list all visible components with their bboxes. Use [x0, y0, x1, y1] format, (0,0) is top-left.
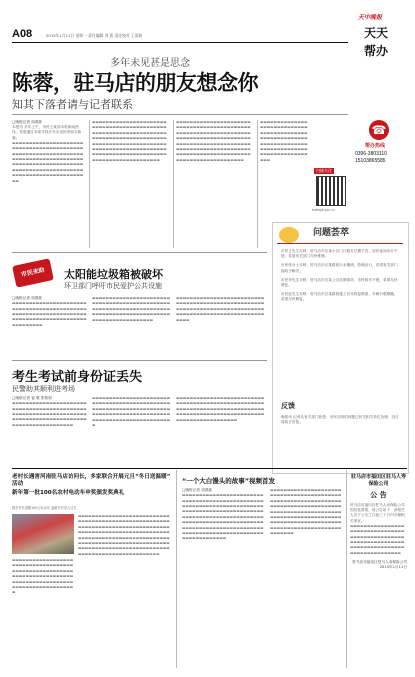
story3-col1 [12, 396, 90, 462]
story3-body-text: ▬▬▬▬▬▬▬▬▬▬▬▬▬▬▬▬▬▬▬▬▬▬▬▬▬▬▬▬▬▬▬▬▬▬▬▬▬▬▬▬▬▬▬▬▬▬▬▬▬▬▬▬▬▬▬▬▬▬▬▬▬▬▬▬▬▬▬▬▬▬▬▬▬▬▬▬▬▬▬▬▬▬▬▬▬▬▬▬▬▬▬▬▬▬▬▬▬▬▬▬▬▬▬▬▬▬▬▬▬▬▬▬▬▬▬▬ [92, 396, 171, 428]
story2-rule [12, 252, 267, 253]
notice-signature: 驻马店市福田区驻马人寿保险公司 [352, 560, 407, 565]
story2-col2 [92, 296, 172, 356]
story3-headline: 考生考试前身份证丢失 [12, 370, 143, 385]
story2-headline: 太阳能垃圾箱被破坏 [64, 268, 163, 281]
story1-lead: 本报讯 多年上午，市民王某到本报新闻热线，希望通过本报寻找多年未见的老朋友陈蓉。 [12, 125, 82, 140]
notice-title: 驻马店市福田区驻马人寿保险公司 [350, 474, 406, 487]
notice-box [350, 474, 407, 666]
story1-subhead: 知其下落者请与记者联系 [12, 98, 133, 111]
story5-body-text: ▬▬▬▬▬▬▬▬▬▬▬▬▬▬▬▬▬▬▬▬▬▬▬▬▬▬▬▬▬▬▬▬▬▬▬▬▬▬▬▬▬▬▬▬▬▬▬▬▬▬▬▬▬▬▬▬▬▬▬▬▬▬▬▬▬▬▬▬▬▬▬▬▬▬▬▬▬▬▬▬▬▬▬▬▬▬▬▬▬▬▬▬▬▬▬▬▬▬▬▬▬▬▬▬▬▬▬▬▬▬▬▬▬▬▬▬▬▬▬▬▬▬▬▬▬▬▬▬▬▬▬▬▬▬▬▬▬▬▬▬▬▬▬▬▬▬▬▬▬▬▬▬▬▬▬▬▬▬▬▬▬▬▬▬▬▬▬▬▬▬▬▬▬▬▬▬▬▬▬▬▬▬▬▬▬▬▬▬▬▬▬▬▬▬▬▬▬▬▬▬▬▬▬▬▬ [182, 493, 264, 541]
story1-col1 [12, 120, 86, 248]
story1-col2 [92, 120, 170, 248]
story4-line2: 携手村长捐赠100台电动车 温暖乡村老人过冬 [12, 506, 77, 510]
brand-sub: 帮办 [364, 44, 389, 58]
help-item: 市民赵先生反映：驻马店市区某路段施工后未恢复路面，车辆行驶颠簸，希望尽快修复。 [281, 292, 398, 302]
story1-body-text: ▬▬▬▬▬▬▬▬▬▬▬▬▬▬▬▬▬▬▬▬▬▬▬▬▬▬▬▬▬▬▬▬▬▬▬▬▬▬▬▬▬▬▬▬▬▬▬▬▬▬▬▬▬▬▬▬▬▬▬▬▬▬▬▬▬▬▬▬▬▬▬▬▬▬▬▬▬▬▬▬▬▬▬▬▬▬▬▬▬▬▬▬▬▬▬▬▬▬▬▬▬ [260, 120, 308, 162]
story1-body-text: ▬▬▬▬▬▬▬▬▬▬▬▬▬▬▬▬▬▬▬▬▬▬▬▬▬▬▬▬▬▬▬▬▬▬▬▬▬▬▬▬▬▬▬▬▬▬▬▬▬▬▬▬▬▬▬▬▬▬▬▬▬▬▬▬▬▬▬▬▬▬▬▬▬▬▬▬▬▬▬▬▬▬▬▬▬▬▬▬▬▬▬▬▬▬▬▬▬▬▬▬▬▬▬▬▬▬▬▬▬▬▬▬▬▬▬▬▬▬▬▬▬▬▬▬▬▬▬▬▬▬▬▬▬▬▬▬▬▬▬▬▬▬▬▬▬▬▬▬▬▬▬▬▬▬▬▬▬▬▬▬▬▬▬▬▬▬▬▬▬▬▬▬▬▬ [92, 120, 167, 162]
page-number: A08 [12, 28, 33, 40]
story2-badge-label: 市民来助 [20, 266, 46, 279]
story1-col3 [176, 120, 254, 248]
story4-col1 [78, 514, 172, 664]
story3-body-text: ▬▬▬▬▬▬▬▬▬▬▬▬▬▬▬▬▬▬▬▬▬▬▬▬▬▬▬▬▬▬▬▬▬▬▬▬▬▬▬▬▬▬▬▬▬▬▬▬▬▬▬▬▬▬▬▬▬▬▬▬▬▬▬▬▬▬▬▬▬▬▬▬▬▬▬▬▬▬▬▬▬▬▬▬▬▬▬▬▬▬▬▬▬▬▬▬▬▬▬▬▬▬▬▬▬▬▬▬▬▬▬▬▬▬▬▬▬▬▬▬▬▬ [176, 396, 265, 422]
story3-col2 [92, 396, 172, 462]
mascot-icon [279, 227, 299, 243]
story4-body-text: ▬▬▬▬▬▬▬▬▬▬▬▬▬▬▬▬▬▬▬▬▬▬▬▬▬▬▬▬▬▬▬▬▬▬▬▬▬▬▬▬▬▬▬▬▬▬▬▬▬▬▬▬▬▬▬▬▬▬▬▬▬▬▬▬▬▬▬▬▬▬▬▬▬▬▬▬▬▬▬▬▬▬▬▬▬▬▬▬▬▬▬▬▬▬▬▬▬▬▬▬▬▬▬▬▬▬▬▬▬▬▬▬▬▬▬▬▬▬▬▬▬▬▬▬▬▬▬▬▬▬▬▬▬▬▬▬▬▬▬▬▬▬▬▬▬▬▬▬▬▬▬▬▬▬▬▬▬▬▬▬▬▬▬▬▬▬▬▬▬▬▬▬▬▬▬▬▬▬▬▬▬▬▬▬▬▬▬▬▬▬▬▬▬▬▬▬▬▬▬▬▬▬▬▬▬▬▬▬▬▬▬▬▬ [78, 514, 170, 556]
story2-body-text: ▬▬▬▬▬▬▬▬▬▬▬▬▬▬▬▬▬▬▬▬▬▬▬▬▬▬▬▬▬▬▬▬▬▬▬▬▬▬▬▬▬▬▬▬▬▬▬▬▬▬▬▬▬▬▬▬▬▬▬▬▬▬▬▬▬▬▬▬▬▬▬▬▬▬▬▬▬▬▬▬▬▬▬▬▬▬▬▬▬▬▬▬▬▬▬▬▬ [12, 301, 87, 327]
story2-subhead: 环卫部门呼吁市民爱护公共设施 [64, 282, 162, 290]
story5-col1 [182, 488, 266, 664]
brand-block [354, 12, 404, 60]
notice-title2: 公 告 [370, 491, 387, 499]
story2-col3 [176, 296, 266, 356]
phone-icon: ☎ [369, 120, 389, 140]
story4-rule [12, 468, 407, 469]
story3-subhead: 民警助其顺利进考场 [12, 385, 75, 393]
qr-caption: tzwbgb.yzz.cn [312, 208, 335, 212]
story4-subhead: 新年第一批100名农村电动车申奖颁发奖典礼 [12, 490, 125, 496]
feedback-title: 反馈 [281, 402, 295, 410]
qr-code-icon [316, 176, 346, 206]
col-divider [173, 120, 174, 248]
help-item-list [281, 249, 401, 303]
help-item: 市民王先生反映：驻马店市区某小区门口路灯长期不亮，居民夜间出行不便，希望有关部门尽快维修。 [281, 249, 398, 259]
story1-kicker: 多年未见甚是思念 [110, 58, 190, 69]
feedback-text: 晚报讯 记者从有关部门获悉，市民反映的问题已转交相关单位处理，近日将给予答复。 [281, 415, 399, 425]
story2-col1 [12, 296, 90, 356]
help-item: 市民张女士反映：驻马店市区某路段污水横流，影响出行，希望有关部门能给予解决。 [281, 263, 398, 273]
story1-headline: 陈蓉，驻马店的朋友想念你 [12, 71, 258, 95]
help-box [272, 222, 409, 474]
story4-photo [12, 514, 74, 554]
story2-badge [12, 258, 54, 287]
qr-label: 扫描关注 [316, 168, 332, 173]
header-rule [12, 42, 348, 43]
notice-body: 驻马店市福田区驻马人寿保险公司因经营需要，现公告如下：请相关人员于公告之日起三十日内办理相关事宜。 [350, 503, 405, 523]
brand-main: 天天 [364, 26, 389, 40]
story3-col3 [176, 396, 266, 462]
col-divider [257, 120, 258, 248]
hotline-box [355, 120, 407, 170]
story2-body-text: ▬▬▬▬▬▬▬▬▬▬▬▬▬▬▬▬▬▬▬▬▬▬▬▬▬▬▬▬▬▬▬▬▬▬▬▬▬▬▬▬▬▬▬▬▬▬▬▬▬▬▬▬▬▬▬▬▬▬▬▬▬▬▬▬▬▬▬▬▬▬▬▬▬▬▬▬▬▬▬▬▬▬▬▬▬▬▬▬▬▬▬▬▬▬▬▬▬▬▬▬▬▬▬▬▬▬▬▬ [176, 296, 265, 322]
story5-byline: □晚报记者 周燕妹 [182, 488, 213, 492]
story3-rule [12, 360, 267, 361]
hotline-label: 帮办热线 [365, 143, 386, 149]
story3-body-text: ▬▬▬▬▬▬▬▬▬▬▬▬▬▬▬▬▬▬▬▬▬▬▬▬▬▬▬▬▬▬▬▬▬▬▬▬▬▬▬▬▬▬▬▬▬▬▬▬▬▬▬▬▬▬▬▬▬▬▬▬▬▬▬▬▬▬▬▬▬▬▬▬▬▬▬▬▬▬▬▬▬▬▬▬▬▬▬▬▬▬▬▬▬▬▬▬▬▬▬▬▬▬▬▬▬▬ [12, 401, 87, 427]
col-divider [89, 120, 90, 248]
story1-byline: □晚报记者 周燕妹 [12, 120, 43, 124]
story2-body-text: ▬▬▬▬▬▬▬▬▬▬▬▬▬▬▬▬▬▬▬▬▬▬▬▬▬▬▬▬▬▬▬▬▬▬▬▬▬▬▬▬▬▬▬▬▬▬▬▬▬▬▬▬▬▬▬▬▬▬▬▬▬▬▬▬▬▬▬▬▬▬▬▬▬▬▬▬▬▬▬▬▬▬▬▬▬▬▬▬▬▬▬▬▬▬▬▬▬▬▬▬▬▬▬▬▬▬▬▬▬▬ [92, 296, 171, 322]
hotline-phone1: 0396-3803110 [355, 151, 387, 157]
brand-top: 天中晚报 [358, 14, 383, 21]
story4-body-text: ▬▬▬▬▬▬▬▬▬▬▬▬▬▬▬▬▬▬▬▬▬▬▬▬▬▬▬▬▬▬▬▬▬▬▬▬▬▬▬▬▬▬▬▬▬▬▬▬▬▬▬▬▬▬▬▬▬▬▬▬▬▬▬▬▬▬▬▬▬▬▬▬▬▬▬▬▬▬▬▬▬▬▬▬▬▬▬▬▬▬▬▬▬▬▬▬▬▬▬▬▬▬▬▬▬▬▬▬▬ [12, 558, 74, 595]
story2-byline: □晚报记者 周燕妹 [12, 296, 43, 300]
story5-headline: “一个大白馒头的故事”视频首发 [182, 477, 276, 485]
col-divider [176, 470, 177, 668]
story1-body-text: ▬▬▬▬▬▬▬▬▬▬▬▬▬▬▬▬▬▬▬▬▬▬▬▬▬▬▬▬▬▬▬▬▬▬▬▬▬▬▬▬▬▬▬▬▬▬▬▬▬▬▬▬▬▬▬▬▬▬▬▬▬▬▬▬▬▬▬▬▬▬▬▬▬▬▬▬▬▬▬▬▬▬▬▬▬▬▬▬▬▬▬▬▬▬▬▬▬▬▬▬▬▬▬▬▬▬▬▬▬▬▬▬▬▬▬▬▬▬▬▬▬▬▬▬▬▬▬▬▬▬▬▬▬▬▬▬▬▬▬▬▬▬▬▬▬▬▬▬▬▬▬▬▬▬▬▬▬▬▬▬▬▬▬▬▬▬▬▬▬▬▬▬▬▬ [176, 120, 251, 162]
col-divider [346, 470, 347, 668]
story1-rule [12, 114, 348, 115]
header [12, 24, 402, 44]
date-line: 2015年1月11日 星期一 责任编辑 刘 波 责任校对 王雨如 [46, 33, 143, 38]
help-item: 市民李先生反映：驻马店市区某公交站牌损坏，市民候车不便，希望尽快修复。 [281, 277, 398, 288]
help-box-rule [277, 243, 403, 244]
story3-byline: □晚报记者 崔 敬 张莉莉 [12, 396, 52, 400]
story5-body-text: ▬▬▬▬▬▬▬▬▬▬▬▬▬▬▬▬▬▬▬▬▬▬▬▬▬▬▬▬▬▬▬▬▬▬▬▬▬▬▬▬▬▬▬▬▬▬▬▬▬▬▬▬▬▬▬▬▬▬▬▬▬▬▬▬▬▬▬▬▬▬▬▬▬▬▬▬▬▬▬▬▬▬▬▬▬▬▬▬▬▬▬▬▬▬▬▬▬▬▬▬▬▬▬▬▬▬▬▬▬▬▬▬▬▬▬▬▬▬▬▬▬▬▬▬▬▬▬▬▬▬▬▬▬▬▬▬▬▬▬▬▬▬▬▬▬▬▬▬▬▬▬▬▬▬▬▬▬▬▬▬▬▬▬▬▬▬▬▬▬▬▬▬▬▬▬ [270, 488, 342, 536]
qr-box [312, 170, 350, 220]
story1-body-text: ▬▬▬▬▬▬▬▬▬▬▬▬▬▬▬▬▬▬▬▬▬▬▬▬▬▬▬▬▬▬▬▬▬▬▬▬▬▬▬▬▬▬▬▬▬▬▬▬▬▬▬▬▬▬▬▬▬▬▬▬▬▬▬▬▬▬▬▬▬▬▬▬▬▬▬▬▬▬▬▬▬▬▬▬▬▬▬▬▬▬▬▬▬▬▬▬▬▬▬▬▬▬▬▬▬▬▬▬▬▬▬▬▬▬▬▬▬▬▬▬▬▬▬▬▬▬▬▬▬▬▬▬▬▬▬▬▬▬▬▬▬▬▬▬▬▬▬▬▬ [12, 140, 84, 183]
notice-body-text: ▬▬▬▬▬▬▬▬▬▬▬▬▬▬▬▬▬▬▬▬▬▬▬▬▬▬▬▬▬▬▬▬▬▬▬▬▬▬▬▬▬▬▬▬▬▬▬▬▬▬▬▬▬▬▬▬▬▬▬▬▬▬▬▬▬▬▬▬▬▬▬▬▬▬▬▬▬▬▬▬▬▬▬▬▬▬▬▬▬▬▬▬▬▬▬ [350, 523, 405, 555]
hotline-phone2: 15103865585 [355, 158, 386, 164]
story4-col0 [12, 558, 74, 664]
help-box-title: 问题荟萃 [313, 228, 350, 238]
story5-col2 [270, 488, 342, 664]
story4-headline: 老村长遇害河南驻马店访问长，多家联合开展元旦“冬日送温暖” 活动 [12, 474, 171, 487]
notice-date: 2015年1月11日 [379, 565, 407, 570]
